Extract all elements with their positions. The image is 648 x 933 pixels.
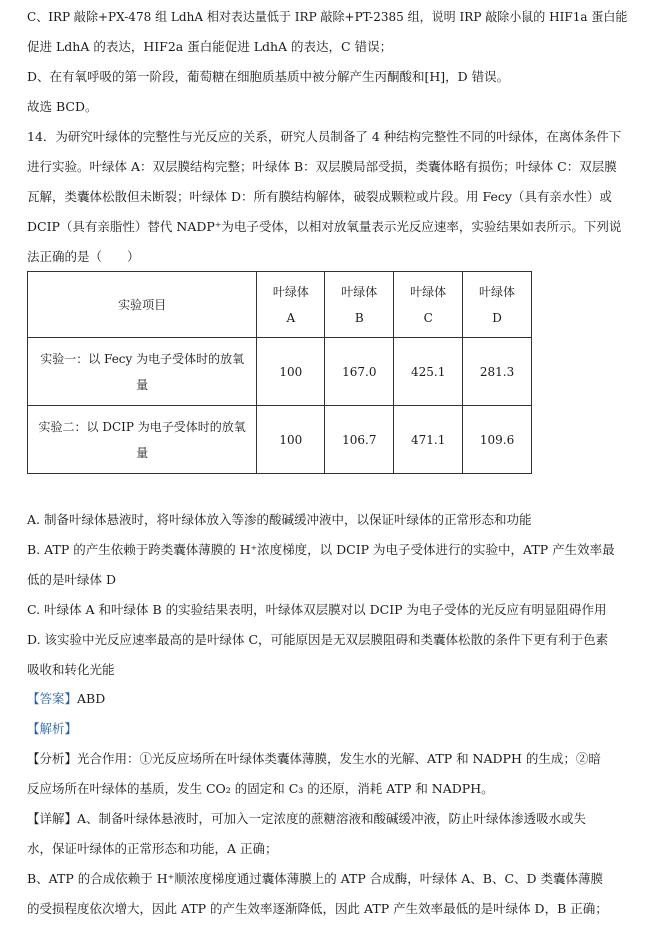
table-header-cell: 叶绿体 B <box>325 272 394 338</box>
text-line: 促进 LdhA 的表达，HIF2a 蛋白能促进 LdhA 的表达，C 错误； <box>27 39 393 54</box>
question-text: 瓦解，类囊体松散但未断裂；叶绿体 D：所有膜结构解体，破裂成颗粒或片段。用 Fecy（具有亲水性）或 <box>27 189 612 204</box>
table-cell: 167.0 <box>325 338 394 406</box>
table-row <box>28 406 532 474</box>
table-cell: 425.1 <box>394 338 463 406</box>
detail-line: 【详解】A、制备叶绿体悬液时，可加入一定浓度的蔗糖溶液和酸碱缓冲液，防止叶绿体渗透吸水或失 <box>27 811 587 826</box>
table-header-cell: 叶绿体 D <box>463 272 532 338</box>
table-header-cell: 叶绿体 A <box>257 272 325 338</box>
table-cell: 109.6 <box>463 406 532 474</box>
table-cell: 471.1 <box>394 406 463 474</box>
analysis-heading <box>27 721 77 737</box>
table-cell: 100 <box>257 338 325 406</box>
table-row-label: 实验二：以 DCIP 为电子受体时的放氧 量 <box>28 406 257 474</box>
option-b-cont: 低的是叶绿体 D <box>27 572 116 587</box>
text-line: C、IRP 敲除+PX-478 组 LdhA 相对表达量低于 IRP 敲除+PT-2385 组，说明 IRP 敲除小鼠的 HIF1a 蛋白能 <box>27 9 628 24</box>
table-row <box>28 338 532 406</box>
table-row-label: 实验一：以 Fecy 为电子受体时的放氧 量 <box>28 338 257 406</box>
analysis-subtag: 【分析】 <box>27 751 78 766</box>
table-cell: 106.7 <box>325 406 394 474</box>
analysis-tag: 【解析】 <box>27 721 78 736</box>
option-b: B. ATP 的产生依赖于跨类囊体薄膜的 H⁺浓度梯度，以 DCIP 为电子受体进行的实验中，ATP 产生效率最 <box>27 542 615 557</box>
detail-subtag: 【详解】 <box>27 811 78 826</box>
option-d: D. 该实验中光反应速率最高的是叶绿体 C，可能原因是无双层膜阻碍和类囊体松散的条件下更有利于色素 <box>27 632 609 647</box>
table-header-cell: 叶绿体 C <box>394 272 463 338</box>
question-text: 进行实验。叶绿体 A：双层膜结构完整；叶绿体 B：双层膜局部受损，类囊体略有损伤；叶绿体 C：双层膜 <box>27 159 617 174</box>
question-text: DCIP（具有亲脂性）替代 NADP⁺为电子受体，以相对放氧量表示光反应速率，实验结果如表所示。下列说 <box>27 219 622 234</box>
option-a: A. 制备叶绿体悬液时，将叶绿体放入等渗的酸碱缓冲液中，以保证叶绿体的正常形态和功能 <box>27 512 532 527</box>
answer-value: ABD <box>77 691 106 706</box>
experiment-table <box>27 271 532 474</box>
table-cell: 281.3 <box>463 338 532 406</box>
option-c: C. 叶绿体 A 和叶绿体 B 的实验结果表明，叶绿体双层膜对以 DCIP 为电子受体的光反应有明显阻碍作用 <box>27 602 607 617</box>
table-header-row <box>28 272 532 338</box>
analysis-line: 【分析】光合作用：①光反应场所在叶绿体类囊体薄膜，发生水的光解、ATP 和 NADPH 的生成；②暗 <box>27 751 601 766</box>
table-header-label: 实验项目 <box>28 272 257 338</box>
answer-line <box>27 691 105 707</box>
answer-tag: 【答案】 <box>27 691 78 706</box>
table-cell: 100 <box>257 406 325 474</box>
detail-line: 的受损程度依次增大，因此 ATP 的产生效率逐渐降低，因此 ATP 产生效率最低的是叶绿体 D，B 正确； <box>27 901 608 916</box>
detail-line: 水，保证叶绿体的正常形态和功能，A 正确； <box>27 841 278 856</box>
detail-line: B、ATP 的合成依赖于 H⁺顺浓度梯度通过囊体薄膜上的 ATP 合成酶，叶绿体 A、B、C、D 类囊体薄膜 <box>27 871 604 886</box>
question-text: 法正确的是（ ） <box>27 249 140 264</box>
option-d-cont: 吸收和转化光能 <box>27 662 115 677</box>
text-line: D、在有氧呼吸的第一阶段，葡萄糖在细胞质基质中被分解产生丙酮酸和[H]，D 错误。 <box>27 69 510 84</box>
text-line: 故选 BCD。 <box>27 99 98 114</box>
question-text: 14．为研究叶绿体的完整性与光反应的关系，研究人员制备了 4 种结构完整性不同的叶绿体，在离体条件下 <box>27 129 622 144</box>
analysis-line: 反应场所在叶绿体的基质，发生 CO₂ 的固定和 C₃ 的还原，消耗 ATP 和 NADPH。 <box>27 781 494 796</box>
